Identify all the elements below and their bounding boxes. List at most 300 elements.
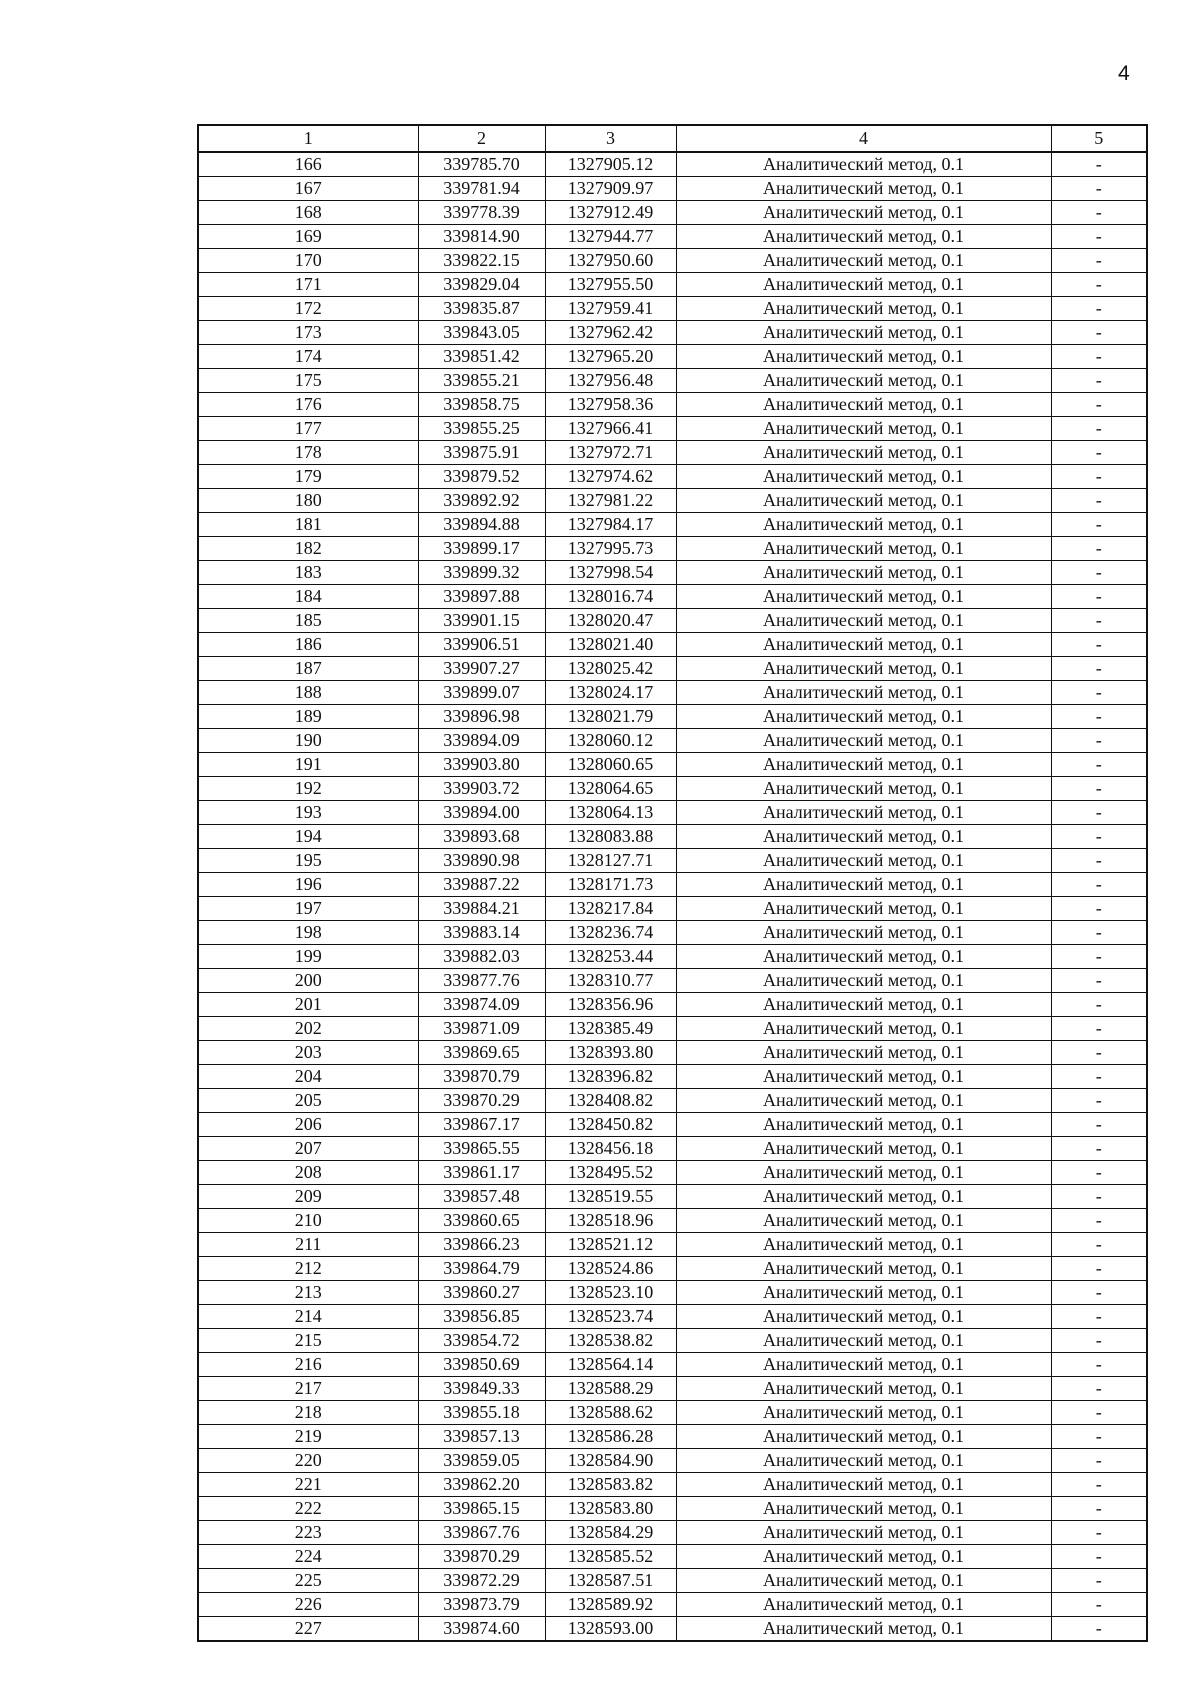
y-coordinate-cell: 1328584.29 (545, 1521, 676, 1545)
table-row (198, 825, 1147, 849)
method-cell: Аналитический метод, 0.1 (676, 152, 1051, 177)
point-number-cell: 190 (198, 729, 418, 753)
point-number-cell: 217 (198, 1377, 418, 1401)
point-number-cell: 168 (198, 201, 418, 225)
dash-cell: - (1051, 993, 1147, 1017)
y-coordinate-cell: 1327998.54 (545, 561, 676, 585)
point-number-cell: 203 (198, 1041, 418, 1065)
y-coordinate-cell: 1327959.41 (545, 297, 676, 321)
x-coordinate-cell: 339903.80 (418, 753, 545, 777)
y-coordinate-cell: 1327984.17 (545, 513, 676, 537)
method-cell: Аналитический метод, 0.1 (676, 1305, 1051, 1329)
table-row (198, 177, 1147, 201)
table-row (198, 225, 1147, 249)
x-coordinate-cell: 339862.20 (418, 1473, 545, 1497)
dash-cell: - (1051, 465, 1147, 489)
x-coordinate-cell: 339856.85 (418, 1305, 545, 1329)
y-coordinate-cell: 1328564.14 (545, 1353, 676, 1377)
point-number-cell: 181 (198, 513, 418, 537)
method-cell: Аналитический метод, 0.1 (676, 417, 1051, 441)
dash-cell: - (1051, 561, 1147, 585)
x-coordinate-cell: 339899.17 (418, 537, 545, 561)
table-row (198, 1185, 1147, 1209)
point-number-cell: 173 (198, 321, 418, 345)
y-coordinate-cell: 1327981.22 (545, 489, 676, 513)
x-coordinate-cell: 339887.22 (418, 873, 545, 897)
dash-cell: - (1051, 201, 1147, 225)
y-coordinate-cell: 1327944.77 (545, 225, 676, 249)
method-cell: Аналитический метод, 0.1 (676, 1185, 1051, 1209)
method-cell: Аналитический метод, 0.1 (676, 345, 1051, 369)
dash-cell: - (1051, 1281, 1147, 1305)
y-coordinate-cell: 1328586.28 (545, 1425, 676, 1449)
dash-cell: - (1051, 1041, 1147, 1065)
y-coordinate-cell: 1327955.50 (545, 273, 676, 297)
dash-cell: - (1051, 1113, 1147, 1137)
y-coordinate-cell: 1327966.41 (545, 417, 676, 441)
method-cell: Аналитический метод, 0.1 (676, 1617, 1051, 1642)
method-cell: Аналитический метод, 0.1 (676, 705, 1051, 729)
point-number-cell: 192 (198, 777, 418, 801)
dash-cell: - (1051, 249, 1147, 273)
table-row (198, 1065, 1147, 1089)
dash-cell: - (1051, 609, 1147, 633)
dash-cell: - (1051, 1401, 1147, 1425)
point-number-cell: 169 (198, 225, 418, 249)
method-cell: Аналитический метод, 0.1 (676, 753, 1051, 777)
method-cell: Аналитический метод, 0.1 (676, 777, 1051, 801)
table-row (198, 609, 1147, 633)
dash-cell: - (1051, 1497, 1147, 1521)
x-coordinate-cell: 339835.87 (418, 297, 545, 321)
x-coordinate-cell: 339874.09 (418, 993, 545, 1017)
point-number-cell: 224 (198, 1545, 418, 1569)
x-coordinate-cell: 339869.65 (418, 1041, 545, 1065)
dash-cell: - (1051, 657, 1147, 681)
y-coordinate-cell: 1328064.65 (545, 777, 676, 801)
dash-cell: - (1051, 1233, 1147, 1257)
table-row (198, 801, 1147, 825)
table-row (198, 465, 1147, 489)
y-coordinate-cell: 1328020.47 (545, 609, 676, 633)
y-coordinate-cell: 1328356.96 (545, 993, 676, 1017)
x-coordinate-cell: 339781.94 (418, 177, 545, 201)
dash-cell: - (1051, 321, 1147, 345)
header-row (198, 125, 1147, 152)
table-row (198, 681, 1147, 705)
method-cell: Аналитический метод, 0.1 (676, 1089, 1051, 1113)
y-coordinate-cell: 1328016.74 (545, 585, 676, 609)
table-row (198, 513, 1147, 537)
method-cell: Аналитический метод, 0.1 (676, 1041, 1051, 1065)
y-coordinate-cell: 1327912.49 (545, 201, 676, 225)
y-coordinate-cell: 1328583.82 (545, 1473, 676, 1497)
dash-cell: - (1051, 729, 1147, 753)
table-row (198, 369, 1147, 393)
y-coordinate-cell: 1328538.82 (545, 1329, 676, 1353)
dash-cell: - (1051, 681, 1147, 705)
dash-cell: - (1051, 369, 1147, 393)
method-cell: Аналитический метод, 0.1 (676, 225, 1051, 249)
method-cell: Аналитический метод, 0.1 (676, 969, 1051, 993)
x-coordinate-cell: 339855.21 (418, 369, 545, 393)
x-coordinate-cell: 339871.09 (418, 1017, 545, 1041)
table-row (198, 537, 1147, 561)
dash-cell: - (1051, 1305, 1147, 1329)
y-coordinate-cell: 1328593.00 (545, 1617, 676, 1642)
y-coordinate-cell: 1328523.10 (545, 1281, 676, 1305)
point-number-cell: 167 (198, 177, 418, 201)
method-cell: Аналитический метод, 0.1 (676, 561, 1051, 585)
method-cell: Аналитический метод, 0.1 (676, 537, 1051, 561)
dash-cell: - (1051, 897, 1147, 921)
table-row (198, 1161, 1147, 1185)
y-coordinate-cell: 1327905.12 (545, 152, 676, 177)
x-coordinate-cell: 339875.91 (418, 441, 545, 465)
table-row (198, 345, 1147, 369)
dash-cell: - (1051, 705, 1147, 729)
table-row (198, 201, 1147, 225)
method-cell: Аналитический метод, 0.1 (676, 1257, 1051, 1281)
x-coordinate-cell: 339778.39 (418, 201, 545, 225)
point-number-cell: 214 (198, 1305, 418, 1329)
x-coordinate-cell: 339814.90 (418, 225, 545, 249)
table-row (198, 1353, 1147, 1377)
point-number-cell: 202 (198, 1017, 418, 1041)
table-row (198, 705, 1147, 729)
y-coordinate-cell: 1327909.97 (545, 177, 676, 201)
dash-cell: - (1051, 1617, 1147, 1642)
point-number-cell: 174 (198, 345, 418, 369)
x-coordinate-cell: 339861.17 (418, 1161, 545, 1185)
dash-cell: - (1051, 1545, 1147, 1569)
point-number-cell: 201 (198, 993, 418, 1017)
method-cell: Аналитический метод, 0.1 (676, 1425, 1051, 1449)
y-coordinate-cell: 1328587.51 (545, 1569, 676, 1593)
point-number-cell: 183 (198, 561, 418, 585)
table-row (198, 1401, 1147, 1425)
y-coordinate-cell: 1327995.73 (545, 537, 676, 561)
dash-cell: - (1051, 777, 1147, 801)
dash-cell: - (1051, 1425, 1147, 1449)
table-row (198, 1329, 1147, 1353)
y-coordinate-cell: 1328450.82 (545, 1113, 676, 1137)
table-row (198, 1449, 1147, 1473)
table-row (198, 273, 1147, 297)
point-number-cell: 175 (198, 369, 418, 393)
method-cell: Аналитический метод, 0.1 (676, 1161, 1051, 1185)
y-coordinate-cell: 1328021.79 (545, 705, 676, 729)
method-cell: Аналитический метод, 0.1 (676, 369, 1051, 393)
point-number-cell: 227 (198, 1617, 418, 1642)
dash-cell: - (1051, 1569, 1147, 1593)
table-row (198, 297, 1147, 321)
y-coordinate-cell: 1328523.74 (545, 1305, 676, 1329)
table-row (198, 969, 1147, 993)
table-row (198, 1017, 1147, 1041)
y-coordinate-cell: 1328589.92 (545, 1593, 676, 1617)
dash-cell: - (1051, 297, 1147, 321)
point-number-cell: 209 (198, 1185, 418, 1209)
point-number-cell: 177 (198, 417, 418, 441)
dash-cell: - (1051, 1449, 1147, 1473)
point-number-cell: 179 (198, 465, 418, 489)
x-coordinate-cell: 339854.72 (418, 1329, 545, 1353)
table-row (198, 417, 1147, 441)
y-coordinate-cell: 1328521.12 (545, 1233, 676, 1257)
table-row (198, 1257, 1147, 1281)
method-cell: Аналитический метод, 0.1 (676, 657, 1051, 681)
point-number-cell: 196 (198, 873, 418, 897)
x-coordinate-cell: 339899.07 (418, 681, 545, 705)
y-coordinate-cell: 1328253.44 (545, 945, 676, 969)
point-number-cell: 172 (198, 297, 418, 321)
x-coordinate-cell: 339850.69 (418, 1353, 545, 1377)
method-cell: Аналитический метод, 0.1 (676, 801, 1051, 825)
table-row (198, 441, 1147, 465)
table-row (198, 1473, 1147, 1497)
dash-cell: - (1051, 753, 1147, 777)
dash-cell: - (1051, 1137, 1147, 1161)
table-row (198, 849, 1147, 873)
dash-cell: - (1051, 345, 1147, 369)
point-number-cell: 218 (198, 1401, 418, 1425)
method-cell: Аналитический метод, 0.1 (676, 1065, 1051, 1089)
point-number-cell: 186 (198, 633, 418, 657)
x-coordinate-cell: 339870.79 (418, 1065, 545, 1089)
method-cell: Аналитический метод, 0.1 (676, 441, 1051, 465)
point-number-cell: 178 (198, 441, 418, 465)
method-cell: Аналитический метод, 0.1 (676, 1209, 1051, 1233)
table-row (198, 1425, 1147, 1449)
y-coordinate-cell: 1328456.18 (545, 1137, 676, 1161)
method-cell: Аналитический метод, 0.1 (676, 1017, 1051, 1041)
point-number-cell: 221 (198, 1473, 418, 1497)
method-cell: Аналитический метод, 0.1 (676, 921, 1051, 945)
point-number-cell: 223 (198, 1521, 418, 1545)
method-cell: Аналитический метод, 0.1 (676, 1521, 1051, 1545)
y-coordinate-cell: 1328524.86 (545, 1257, 676, 1281)
x-coordinate-cell: 339849.33 (418, 1377, 545, 1401)
dash-cell: - (1051, 1209, 1147, 1233)
method-cell: Аналитический метод, 0.1 (676, 1569, 1051, 1593)
y-coordinate-cell: 1328127.71 (545, 849, 676, 873)
y-coordinate-cell: 1328519.55 (545, 1185, 676, 1209)
page-number: 4 (1118, 62, 1130, 85)
dash-cell: - (1051, 1329, 1147, 1353)
table-row (198, 1617, 1147, 1642)
point-number-cell: 171 (198, 273, 418, 297)
method-cell: Аналитический метод, 0.1 (676, 1329, 1051, 1353)
method-cell: Аналитический метод, 0.1 (676, 1113, 1051, 1137)
x-coordinate-cell: 339906.51 (418, 633, 545, 657)
method-cell: Аналитический метод, 0.1 (676, 681, 1051, 705)
table-row (198, 152, 1147, 177)
x-coordinate-cell: 339855.18 (418, 1401, 545, 1425)
point-number-cell: 225 (198, 1569, 418, 1593)
column-header-2: 2 (418, 125, 545, 152)
dash-cell: - (1051, 1089, 1147, 1113)
y-coordinate-cell: 1328310.77 (545, 969, 676, 993)
method-cell: Аналитический метод, 0.1 (676, 393, 1051, 417)
table-row (198, 1113, 1147, 1137)
table-row (198, 1233, 1147, 1257)
x-coordinate-cell: 339865.15 (418, 1497, 545, 1521)
x-coordinate-cell: 339859.05 (418, 1449, 545, 1473)
method-cell: Аналитический метод, 0.1 (676, 465, 1051, 489)
table-row (198, 993, 1147, 1017)
point-number-cell: 226 (198, 1593, 418, 1617)
y-coordinate-cell: 1328025.42 (545, 657, 676, 681)
point-number-cell: 200 (198, 969, 418, 993)
x-coordinate-cell: 339864.79 (418, 1257, 545, 1281)
method-cell: Аналитический метод, 0.1 (676, 873, 1051, 897)
x-coordinate-cell: 339892.92 (418, 489, 545, 513)
dash-cell: - (1051, 1377, 1147, 1401)
x-coordinate-cell: 339896.98 (418, 705, 545, 729)
table-row (198, 1137, 1147, 1161)
method-cell: Аналитический метод, 0.1 (676, 609, 1051, 633)
point-number-cell: 210 (198, 1209, 418, 1233)
x-coordinate-cell: 339857.13 (418, 1425, 545, 1449)
point-number-cell: 213 (198, 1281, 418, 1305)
method-cell: Аналитический метод, 0.1 (676, 321, 1051, 345)
y-coordinate-cell: 1328518.96 (545, 1209, 676, 1233)
dash-cell: - (1051, 969, 1147, 993)
point-number-cell: 195 (198, 849, 418, 873)
x-coordinate-cell: 339829.04 (418, 273, 545, 297)
y-coordinate-cell: 1328408.82 (545, 1089, 676, 1113)
table-row (198, 945, 1147, 969)
dash-cell: - (1051, 921, 1147, 945)
y-coordinate-cell: 1328021.40 (545, 633, 676, 657)
point-number-cell: 208 (198, 1161, 418, 1185)
dash-cell: - (1051, 1353, 1147, 1377)
dash-cell: - (1051, 1593, 1147, 1617)
dash-cell: - (1051, 537, 1147, 561)
x-coordinate-cell: 339857.48 (418, 1185, 545, 1209)
table-row (198, 873, 1147, 897)
dash-cell: - (1051, 489, 1147, 513)
table-row (198, 393, 1147, 417)
dash-cell: - (1051, 1185, 1147, 1209)
y-coordinate-cell: 1328584.90 (545, 1449, 676, 1473)
x-coordinate-cell: 339883.14 (418, 921, 545, 945)
table-row (198, 1209, 1147, 1233)
y-coordinate-cell: 1328060.65 (545, 753, 676, 777)
x-coordinate-cell: 339867.17 (418, 1113, 545, 1137)
dash-cell: - (1051, 513, 1147, 537)
point-number-cell: 222 (198, 1497, 418, 1521)
x-coordinate-cell: 339872.29 (418, 1569, 545, 1593)
table-row (198, 1041, 1147, 1065)
point-number-cell: 191 (198, 753, 418, 777)
table-row (198, 561, 1147, 585)
dash-cell: - (1051, 1065, 1147, 1089)
method-cell: Аналитический метод, 0.1 (676, 1449, 1051, 1473)
table-row (198, 729, 1147, 753)
y-coordinate-cell: 1328588.29 (545, 1377, 676, 1401)
method-cell: Аналитический метод, 0.1 (676, 1137, 1051, 1161)
dash-cell: - (1051, 417, 1147, 441)
point-number-cell: 187 (198, 657, 418, 681)
y-coordinate-cell: 1328393.80 (545, 1041, 676, 1065)
table-row (198, 321, 1147, 345)
y-coordinate-cell: 1327972.71 (545, 441, 676, 465)
y-coordinate-cell: 1328585.52 (545, 1545, 676, 1569)
dash-cell: - (1051, 1473, 1147, 1497)
method-cell: Аналитический метод, 0.1 (676, 1233, 1051, 1257)
dash-cell: - (1051, 441, 1147, 465)
y-coordinate-cell: 1328385.49 (545, 1017, 676, 1041)
y-coordinate-cell: 1328024.17 (545, 681, 676, 705)
method-cell: Аналитический метод, 0.1 (676, 897, 1051, 921)
table-row (198, 1593, 1147, 1617)
y-coordinate-cell: 1327950.60 (545, 249, 676, 273)
point-number-cell: 219 (198, 1425, 418, 1449)
x-coordinate-cell: 339893.68 (418, 825, 545, 849)
method-cell: Аналитический метод, 0.1 (676, 849, 1051, 873)
y-coordinate-cell: 1328060.12 (545, 729, 676, 753)
dash-cell: - (1051, 1257, 1147, 1281)
method-cell: Аналитический метод, 0.1 (676, 177, 1051, 201)
dash-cell: - (1051, 177, 1147, 201)
dash-cell: - (1051, 225, 1147, 249)
table-row (198, 777, 1147, 801)
point-number-cell: 197 (198, 897, 418, 921)
method-cell: Аналитический метод, 0.1 (676, 1353, 1051, 1377)
point-number-cell: 188 (198, 681, 418, 705)
column-header-3: 3 (545, 125, 676, 152)
dash-cell: - (1051, 1521, 1147, 1545)
y-coordinate-cell: 1328236.74 (545, 921, 676, 945)
x-coordinate-cell: 339873.79 (418, 1593, 545, 1617)
method-cell: Аналитический метод, 0.1 (676, 1593, 1051, 1617)
y-coordinate-cell: 1327974.62 (545, 465, 676, 489)
x-coordinate-cell: 339903.72 (418, 777, 545, 801)
point-number-cell: 212 (198, 1257, 418, 1281)
dash-cell: - (1051, 585, 1147, 609)
table-row (198, 1545, 1147, 1569)
x-coordinate-cell: 339858.75 (418, 393, 545, 417)
table-row (198, 633, 1147, 657)
point-number-cell: 204 (198, 1065, 418, 1089)
method-cell: Аналитический метод, 0.1 (676, 825, 1051, 849)
dash-cell: - (1051, 825, 1147, 849)
x-coordinate-cell: 339882.03 (418, 945, 545, 969)
point-number-cell: 211 (198, 1233, 418, 1257)
y-coordinate-cell: 1328064.13 (545, 801, 676, 825)
method-cell: Аналитический метод, 0.1 (676, 585, 1051, 609)
x-coordinate-cell: 339907.27 (418, 657, 545, 681)
dash-cell: - (1051, 801, 1147, 825)
point-number-cell: 206 (198, 1113, 418, 1137)
y-coordinate-cell: 1328583.80 (545, 1497, 676, 1521)
point-number-cell: 182 (198, 537, 418, 561)
x-coordinate-cell: 339785.70 (418, 152, 545, 177)
point-number-cell: 198 (198, 921, 418, 945)
point-number-cell: 199 (198, 945, 418, 969)
dash-cell: - (1051, 393, 1147, 417)
table-row (198, 1521, 1147, 1545)
point-number-cell: 180 (198, 489, 418, 513)
y-coordinate-cell: 1328217.84 (545, 897, 676, 921)
dash-cell: - (1051, 873, 1147, 897)
column-header-4: 4 (676, 125, 1051, 152)
x-coordinate-cell: 339877.76 (418, 969, 545, 993)
point-number-cell: 220 (198, 1449, 418, 1473)
table-row (198, 1305, 1147, 1329)
